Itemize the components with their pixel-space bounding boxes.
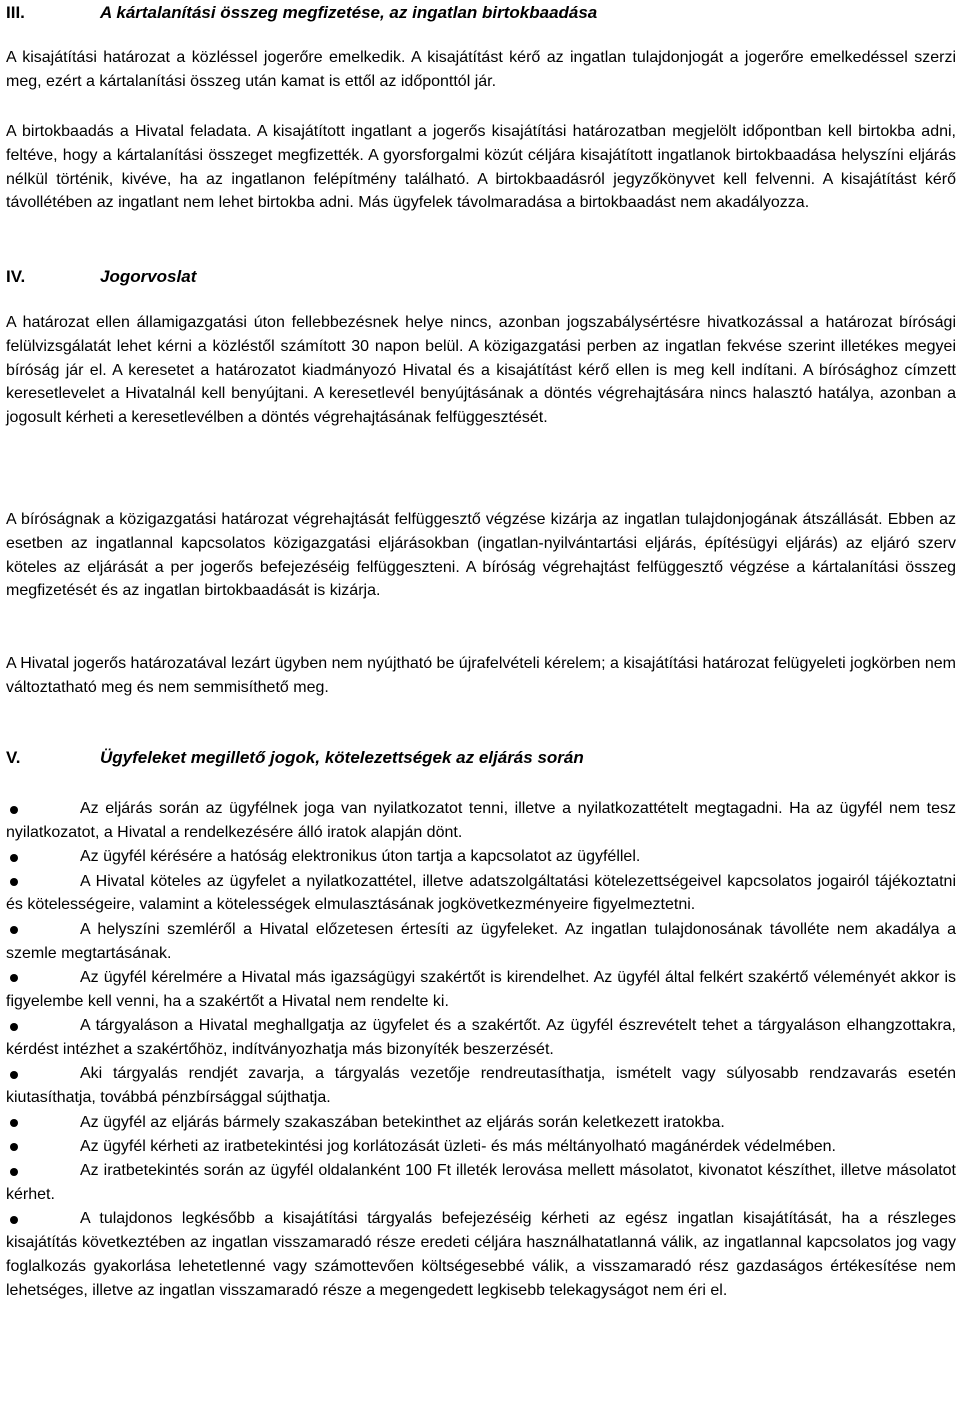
section-number: III. [6, 3, 25, 22]
bullet-icon [10, 926, 18, 934]
bullet-text: Az eljárás során az ügyfélnek joga van nyilatkozatot tenni, illetve a nyilatkozattételt megtagadni. Ha az ügyfél nem tesz nyilatkozatot, a Hivatal a rendelkezésére álló iratok alapján dönt. [6, 800, 956, 841]
bullet-item [6, 1111, 956, 1135]
bullet-icon [10, 1168, 18, 1176]
bullet-item [6, 797, 956, 845]
bullet-item [6, 1135, 956, 1159]
section-number: V. [6, 748, 21, 767]
paragraph: A Hivatal jogerős határozatával lezárt ügyben nem nyújtható be újrafelvételi kérelem; a kisajátítási határozat felügyeleti jogkörben nem változtatható meg és nem semmisíthető meg. [6, 655, 956, 696]
bullet-item [6, 1159, 956, 1207]
bullet-icon [10, 974, 18, 982]
section-title: Ügyfeleket megillető jogok, kötelezettségek az eljárás során [100, 748, 584, 767]
section-title: A kártalanítási összeg megfizetése, az ingatlan birtokbaadása [100, 3, 598, 22]
bullet-icon [10, 1143, 18, 1151]
bullet-item [6, 870, 956, 918]
section-number: IV. [6, 267, 26, 286]
paragraph: A határozat ellen államigazgatási úton fellebbezésnek helye nincs, azonban jogszabálysértésre hivatkozással a határozat bírósági felülvizsgálatát lehet kérni a közléstől számított 30 napon belül. A közigazgatási perben az ingatlan fekvése szerint illetékes megyei bíróság jár el. A keresetet a határozatot kiadmányozó Hivatal és a kisajátítást kérő ellen is meg kell indítani. A bírósághoz címzett keresetlevelet a Hivatalnál kell benyújtani. A keresetlevél benyújtásának a döntés végrehajtására nincs halasztó hatálya, azonban a jogosult kérheti a keresetlevélben a döntés végrehajtásának felfüggesztését. [6, 314, 956, 427]
bullet-text: Az ügyfél kérheti az iratbetekintési jog korlátozását üzleti- és más méltányolható magánérdek védelmében. [80, 1137, 836, 1155]
bullet-item [6, 1014, 956, 1062]
bullet-item [6, 1207, 956, 1302]
bullet-item [6, 918, 956, 966]
bullet-icon [10, 806, 18, 814]
paragraph: A kisajátítási határozat a közléssel jogerőre emelkedik. A kisajátítást kérő az ingatlan tulajdonjogát a jogerőre emelkedéssel szerzi meg, ezért a kártalanítási összeg után kamat is ettől az időponttól jár. [6, 49, 956, 90]
bullet-item [6, 966, 956, 1014]
section-3-heading [6, 1, 597, 25]
bullet-text: A tárgyaláson a Hivatal meghallgatja az ügyfelet és a szakértőt. Az ügyfél észrevételt tehet a tárgyaláson elhangzottakra, kérdést intézhet a szakértőhöz, indítványozhatja más bizonyíték beszerzését. [6, 1017, 956, 1058]
bullet-text: Az ügyfél kérelmére a Hivatal más igazságügyi szakértőt is kirendelhet. Az ügyfél által felkért szakértő véleményét akkor is figyelembe kell venni, ha a szakértőt a Hivatal nem rendelte ki. [6, 968, 956, 1010]
bullet-text: Aki tárgyalás rendjét zavarja, a tárgyalás vezetője rendreutasíthatja, ismételt vagy súlyosabb rendzavarás esetén kiutasíthatja, továbbá pénzbírsággal sújthatja. [6, 1065, 956, 1107]
rights-bullet-list [6, 797, 956, 1303]
paragraph: A bíróságnak a közigazgatási határozat végrehajtását felfüggesztő végzése kizárja az ingatlan tulajdonjogának átszállását. Ebben az esetben az ingatlannal kapcsolatos közigazgatási eljárásokban (ingatlan-nyilvántartási eljárás, építésügyi eljárás) az eljáró szerv köteles az eljárását a per jogerős befejezéséig felfüggeszteni. A bíróság végrehajtást felfüggesztő végzése a kártalanítási összeg megfizetését és az ingatlan birtokbaadását is kizárja. [6, 511, 956, 600]
bullet-text: Az ügyfél az eljárás bármely szakaszában betekinthet az eljárás során keletkezett iratokba. [80, 1113, 725, 1131]
bullet-text: A tulajdonos legkésőbb a kisajátítási tárgyalás befejezéséig kérheti az egész ingatlan kisajátítását, ha a részleges kisajátítás következtében az ingatlan visszamaradó része eredeti céljára használhatatlanná válik, az ingatlannal kapcsolatos jog vagy foglalkozás gyakorlása lehetetlenné vagy számottevően költségesebbé válik, a visszamaradó rész gazdaságos értékesítése nem lehetséges, illetve az ingatlan visszamaradó része a megengedett legkisebb telekagyságot nem éri el. [6, 1210, 956, 1299]
bullet-icon [10, 878, 18, 886]
section-5-heading [6, 746, 584, 770]
bullet-icon [10, 1119, 18, 1127]
bullet-text: A helyszíni szemléről a Hivatal előzetesen értesíti az ügyfeleket. Az ingatlan tulajdonosának távolléte nem akadálya a szemle megtartásának. [6, 920, 956, 962]
bullet-icon [10, 1216, 18, 1224]
paragraph: A birtokbaadás a Hivatal feladata. A kisajátított ingatlant a jogerős kisajátítási határozatban megjelölt időpontban kell birtokba adni, feltéve, hogy a kártalanítási összeget megfizették. A gyorsforgalmi közút céljára kisajátított ingatlanok birtokbaadása helyszíni eljárás nélkül történik, kivéve, ha az ingatlanon felépítmény található. A birtokbaadásról jegyzőkönyvet kell felvenni. A kisajátítást kérő távollétében az ingatlant nem lehet birtokba adni. Más ügyfelek távolmaradása a birtokbaadást nem akadályozza. [6, 123, 956, 212]
bullet-text: Az ügyfél kérésére a hatóság elektronikus úton tartja a kapcsolatot az ügyféllel. [80, 848, 641, 866]
bullet-icon [10, 1071, 18, 1079]
section-4-heading [6, 265, 196, 289]
bullet-icon [10, 854, 18, 862]
bullet-icon [10, 1023, 18, 1031]
bullet-text: Az iratbetekintés során az ügyfél oldalanként 100 Ft illeték lerovása mellett másolatot, kivonatot készíthet, illetve másolatot kérhet. [6, 1162, 956, 1204]
section-title: Jogorvoslat [100, 267, 197, 286]
bullet-item [6, 1062, 956, 1110]
bullet-text: A Hivatal köteles az ügyfelet a nyilatkozattétel, illetve adatszolgáltatási kötelezettségeivel kapcsolatos jogairól tájékoztatni és kötelességeire, valamint a kötelességek elmulasztásának jogkövetkezményeire figyelmeztetni. [6, 872, 956, 914]
bullet-item [6, 845, 956, 869]
